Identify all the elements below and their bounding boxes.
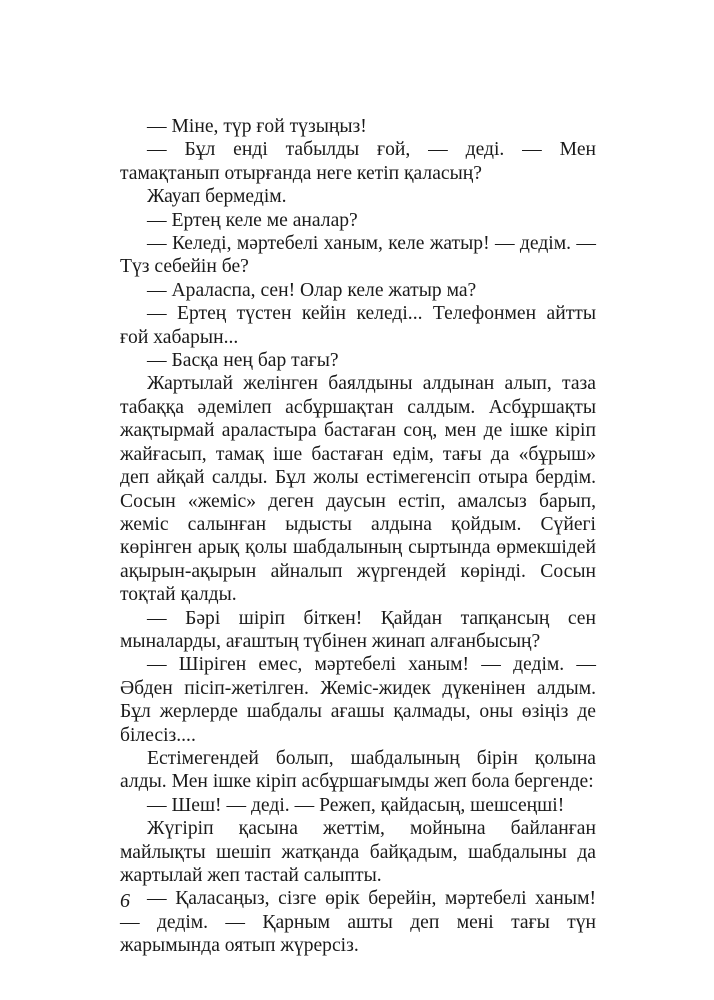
paragraph: — Қаласаңыз, сізге өрік берейін, мәртебелі ханым! — дедім. — Қарным ашты деп мені тағы түн жарымында оятып жүрерсіз. xyxy=(120,888,596,957)
body-text xyxy=(120,115,596,958)
paragraph: Жартылай желінген баялдыны алдынан алып, таза табаққа әдемілеп асбұршақтан салдым. Асбұршақты жақтырмай араластыра бастаған соң, мен де ішке кіріп жайғасып, тамақ іше бастаған едім, тағы да «бұрыш» деп айқай салды. Бұл жолы естімегенсіп отыра бердім. Сосын «жеміс» деген даусын естіп, амалсыз барып, жеміс салынған ыдысты алдына қойдым. Сүйегі көрінген арық қолы шабдалының сыртында өрмекшідей ақырын-ақырын айналып жүргендей көрінді. Сосын тоқтай қалды. xyxy=(120,373,596,606)
paragraph: Жауап бермедім. xyxy=(147,186,287,208)
paragraph: — Басқа нең бар тағы? xyxy=(147,350,339,372)
paragraph: — Араласпа, сен! Олар келе жатыр ма? xyxy=(147,279,477,301)
paragraph: — Міне, түр ғой түзыңыз! xyxy=(147,116,367,137)
paragraph: — Ертең түстен кейін келеді... Телефонмен айтты ғой хабарын... xyxy=(120,303,596,348)
paragraph: — Шеш! — деді. — Режеп, қайдасың, шешсеңші! xyxy=(147,794,565,816)
paragraph: — Келеді, мәртебелі ханым, келе жатыр! — дедім. — Түз себейін бе? xyxy=(120,233,596,278)
paragraph: Жүгіріп қасына жеттім, мойнына байланған майлықты шешіп жатқанда байқадым, шабдалыны да жартылай жеп тастай салыпты. xyxy=(120,818,596,886)
paragraph: — Шіріген емес, мәртебелі ханым! — дедім. — Әбден пісіп-жетілген. Жеміс-жидек дүкенінен алдым. Бұл жерлерде шабдалы ағашы қалмады, оны өзіңіз де білесіз.... xyxy=(120,654,596,746)
page-number: 6 xyxy=(120,890,130,912)
paragraph: Естімегендей болып, шабдалының бірін қолына алды. Мен ішке кіріп асбұршағымды жеп бола бергенде: xyxy=(120,747,596,793)
paragraph: — Бұл енді табылды ғой, — деді. — Мен тамақтанып отырғанда неге кетіп қаласың? xyxy=(120,139,596,184)
paragraph: — Бәрі шіріп біткен! Қайдан тапқансың сен мыналарды, ағаштың түбінен жинап алғанбысың? xyxy=(120,607,596,652)
paragraph: — Ертең келе ме аналар? xyxy=(147,209,358,231)
